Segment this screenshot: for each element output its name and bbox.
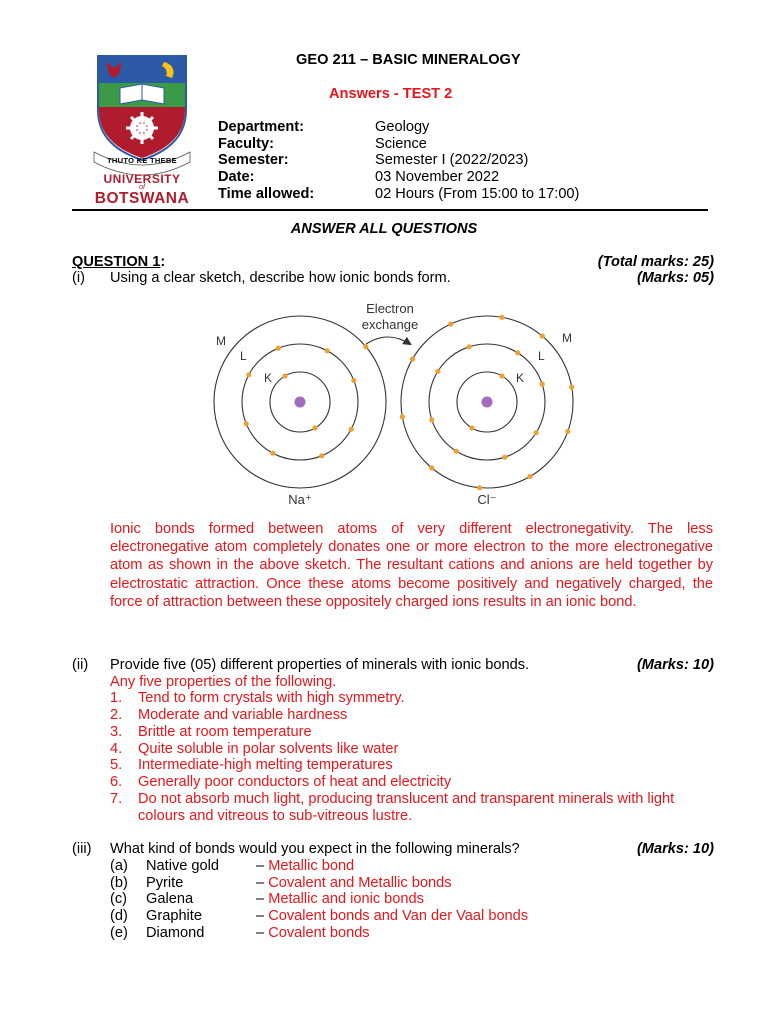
part-iii-marks: (Marks: 10) <box>636 841 714 857</box>
right-electron <box>435 369 440 374</box>
right-electron <box>410 356 415 361</box>
right-electron <box>454 449 459 454</box>
list-item-text: Moderate and variable hardness <box>138 707 348 723</box>
row-bond-text: Metallic and ionic bonds <box>268 891 424 907</box>
right-electron <box>499 373 504 378</box>
list-item-number: 5. <box>110 757 123 773</box>
left-nucleus <box>295 397 306 408</box>
date-label: Date: <box>218 169 255 185</box>
left-electron <box>351 378 356 383</box>
left-label-l: L <box>240 349 247 363</box>
department-value: Geology <box>375 119 430 135</box>
time-allowed-label: Time allowed: <box>218 186 315 202</box>
left-ion-label: Na⁺ <box>288 492 312 507</box>
left-electron <box>363 344 368 349</box>
list-item-number: 3. <box>110 724 123 740</box>
right-label-l: L <box>538 349 545 363</box>
row-bond-text: Covalent and Metallic bonds <box>268 875 452 891</box>
university-logo <box>86 52 198 208</box>
part-ii-marks: (Marks: 10) <box>636 657 714 673</box>
logo-motto: THUTO KE THEBE <box>107 156 177 165</box>
logo-of: of <box>139 184 145 191</box>
list-item-number: 2. <box>110 707 123 723</box>
row-mineral: Native gold <box>146 858 220 874</box>
row-bond-text: Metallic bond <box>268 858 355 874</box>
list-item-number: 6. <box>110 774 123 790</box>
list-item-number: 1. <box>110 690 123 706</box>
question-1-colon: : <box>160 254 166 270</box>
department-label: Department: <box>218 119 304 135</box>
row-bond <box>256 925 370 942</box>
part-ii-question: Provide five (05) different properties of minerals with ionic bonds. <box>110 657 530 673</box>
test-subtitle: Answers - TEST 2 <box>329 86 453 102</box>
right-electron <box>429 465 434 470</box>
row-mineral: Graphite <box>146 908 202 924</box>
exchange-label-1: Electron <box>366 301 414 316</box>
left-electron <box>349 427 354 432</box>
row-dash: – <box>256 925 265 941</box>
faculty-label: Faculty: <box>218 136 274 152</box>
course-title: GEO 211 – BASIC MINERALOGY <box>296 52 521 68</box>
question-1-title-text: QUESTION 1 <box>72 254 161 270</box>
row-dash: – <box>256 858 265 874</box>
list-item-text: colours and vitreous to sub-vitreous lustre. <box>138 808 413 824</box>
left-electron <box>246 372 251 377</box>
logo-botswana: BOTSWANA <box>94 190 190 207</box>
row-mineral: Galena <box>146 891 194 907</box>
right-electron <box>448 322 453 327</box>
right-electron <box>499 315 504 320</box>
right-electron <box>540 382 545 387</box>
row-bond-text: Covalent bonds <box>268 925 370 941</box>
row-letter: (e) <box>110 925 128 941</box>
list-item-text: Do not absorb much light, producing translucent and transparent minerals with light <box>138 791 675 807</box>
right-electron <box>569 385 574 390</box>
semester-value: Semester I (2022/2023) <box>375 152 529 168</box>
electrons <box>244 315 575 491</box>
right-electron <box>469 425 474 430</box>
list-item-text: Tend to form crystals with high symmetry. <box>138 690 405 706</box>
exchange-label-2: exchange <box>361 317 419 332</box>
left-electron <box>282 373 287 378</box>
answer-ii-intro: Any five properties of the following. <box>110 674 337 690</box>
right-label-m: M <box>562 331 572 345</box>
header-divider <box>72 209 708 211</box>
right-electron <box>400 414 405 419</box>
right-electron <box>534 430 539 435</box>
row-letter: (d) <box>110 908 128 924</box>
right-electron <box>502 455 507 460</box>
row-dash: – <box>256 875 265 891</box>
left-electron <box>319 453 324 458</box>
part-iii-number: (iii) <box>72 841 92 857</box>
row-letter: (c) <box>110 891 128 907</box>
instruction: ANSWER ALL QUESTIONS <box>290 221 478 237</box>
part-i-number: (i) <box>72 270 85 286</box>
row-bond <box>256 858 354 875</box>
left-electron <box>276 346 281 351</box>
time-allowed-value: 02 Hours (From 15:00 to 17:00) <box>375 186 580 202</box>
row-letter: (b) <box>110 875 128 891</box>
left-electron <box>325 348 330 353</box>
right-electron <box>527 474 532 479</box>
row-bond-text: Covalent bonds and Van der Vaal bonds <box>268 908 529 924</box>
date-value: 03 November 2022 <box>375 169 500 185</box>
list-item-text: Quite soluble in polar solvents like water <box>138 741 399 757</box>
left-electron <box>312 425 317 430</box>
right-label-k: K <box>516 371 525 385</box>
row-bond <box>256 891 424 908</box>
answer-i-paragraph: Ionic bonds formed between atoms of very different electronegativity. The less electronegative atom completely donates one or more electron to the more electronegative atom as shown in the above sketch. The resultant cations and anions are held together by electrostatic attraction. Once these atoms become positively and negatively charged, the force of attraction between these oppositely charged ions results in an ionic bond. <box>110 521 713 610</box>
right-electron <box>565 429 570 434</box>
right-electron <box>515 350 520 355</box>
left-label-m: M <box>216 334 226 348</box>
right-electron <box>467 344 472 349</box>
faculty-value: Science <box>375 136 427 152</box>
right-electron <box>429 417 434 422</box>
right-electron <box>477 485 482 490</box>
question-1-total-marks: (Total marks: 25) <box>597 254 714 270</box>
left-label-k: K <box>264 371 273 385</box>
list-item-number: 7. <box>110 791 123 807</box>
list-item-text: Intermediate-high melting temperatures <box>138 757 393 773</box>
right-electron <box>540 334 545 339</box>
question-1-title <box>72 254 165 271</box>
part-ii-number: (ii) <box>72 657 89 673</box>
part-i-question: Using a clear sketch, describe how ionic bonds form. <box>110 270 451 286</box>
right-nucleus <box>482 397 493 408</box>
row-mineral: Diamond <box>146 925 205 941</box>
exchange-arrow <box>366 337 410 344</box>
list-item-number: 4. <box>110 741 123 757</box>
row-bond <box>256 875 452 892</box>
list-item-text: Generally poor conductors of heat and electricity <box>138 774 452 790</box>
left-electron <box>270 451 275 456</box>
logo-university: UNIVERSITY <box>103 172 181 186</box>
semester-label: Semester: <box>218 152 289 168</box>
ionic-bond-diagram <box>200 296 590 516</box>
part-i-marks: (Marks: 05) <box>636 270 714 286</box>
row-letter: (a) <box>110 858 128 874</box>
row-bond <box>256 908 528 925</box>
row-dash: – <box>256 891 265 907</box>
list-item-text: Brittle at room temperature <box>138 724 312 740</box>
left-electron <box>244 421 249 426</box>
row-dash: – <box>256 908 265 924</box>
right-ion-label: Cl⁻ <box>477 492 497 507</box>
row-mineral: Pyrite <box>146 875 184 891</box>
part-iii-question: What kind of bonds would you expect in the following minerals? <box>110 841 520 857</box>
